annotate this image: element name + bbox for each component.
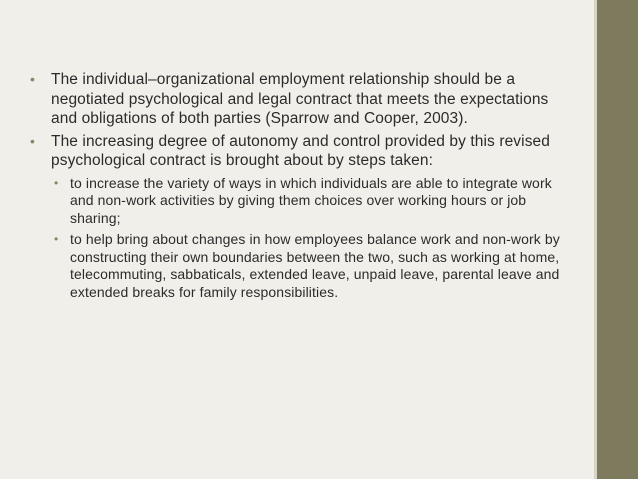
bullet-item-1 [28,70,568,129]
sub-bullet-dot-icon: • [54,232,59,246]
sub-bullet-item-1 [51,175,568,228]
bullet-text: The individual–organizational employment relationship should be a negotiated psychological and legal contract that meets the expectations and obligations of both parties (Sparrow and Cooper, 2003). [51,71,549,127]
side-accent-bar [597,0,638,479]
bullet-dot-icon: • [30,132,36,149]
bullet-item-2 [28,132,568,302]
sub-bullet-text: to help bring about changes in how employees balance work and non-work by constructing their own boundaries between the two, such as working at home, telecommuting, sabbaticals, extended leave, unpaid leave, parental leave and extended breaks for family responsibilities. [70,231,560,300]
sub-bullet-list [51,175,568,302]
sub-bullet-dot-icon: • [54,175,59,190]
sub-bullet-item-2 [51,231,568,301]
sub-bullet-text: to increase the variety of ways in which individuals are able to integrate work and non-work activities by giving them choices over working hours or job sharing; [70,174,552,226]
bullet-text: The increasing degree of autonomy and control provided by this revised psychological contract is brought about by steps taken: [51,132,550,169]
bullet-list [28,70,568,301]
bullet-dot-icon: • [30,71,36,87]
slide-content [28,70,568,305]
